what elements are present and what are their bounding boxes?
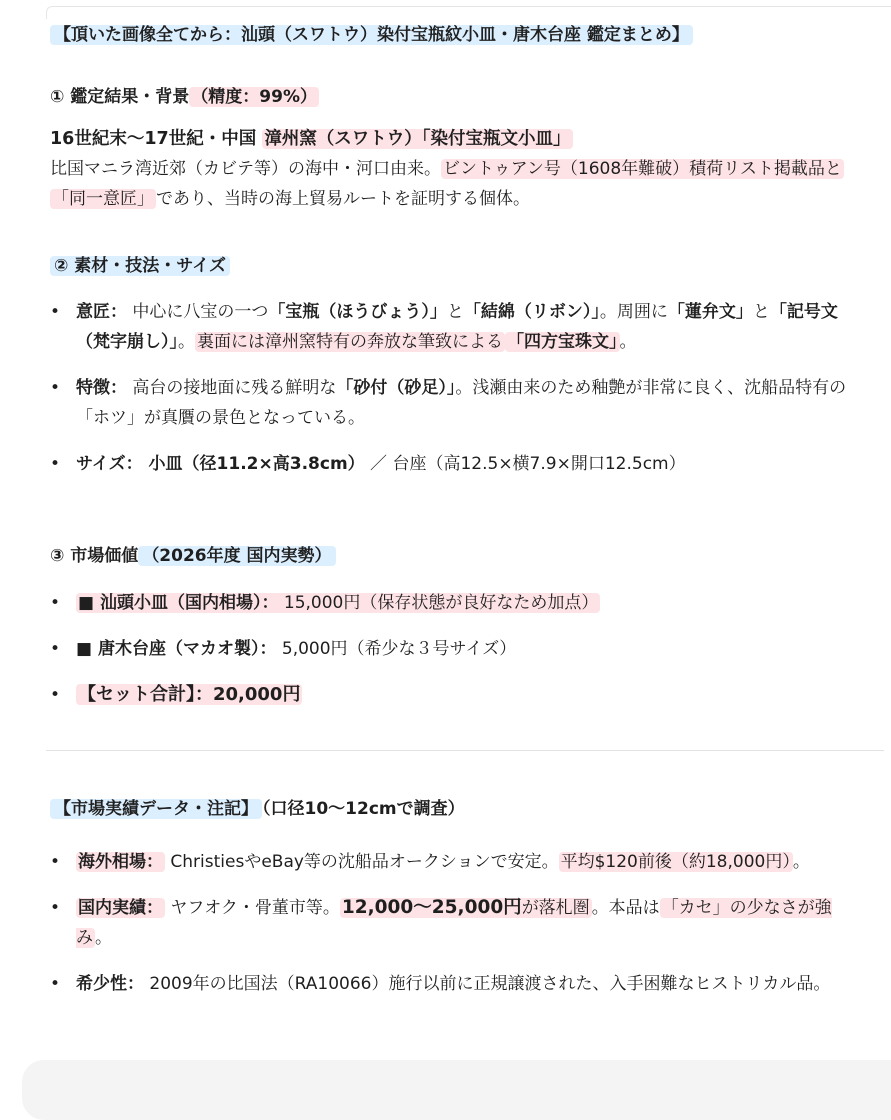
- list-item-set-total: [50, 680, 865, 710]
- stand-price-label: ■ 唐木台座（マカオ製）：: [76, 639, 277, 659]
- dish-price-label: ■ 汕頭小皿（国内相場）：: [78, 593, 279, 613]
- list-item-design: [50, 297, 865, 357]
- design-text-5: 。: [178, 332, 195, 352]
- section-1-heading: [50, 82, 319, 112]
- section-1-lead: [50, 124, 870, 154]
- bullet-dot: •: [50, 378, 61, 398]
- same-design-text: 「同一意匠」: [52, 189, 154, 209]
- size-stand: ／ 台座（高12.5×横7.9×開口12.5cm）: [364, 454, 686, 474]
- design-text-6: 。: [619, 332, 637, 352]
- design-keyword-jewel: 「四方宝珠文」: [507, 332, 618, 352]
- trade-route-text: であり、当時の海上貿易ルートを証明する個体。: [156, 189, 530, 209]
- section-3-heading-main: ③ 市場価値: [50, 546, 139, 566]
- design-text-1: 中心に八宝の一つ: [127, 302, 269, 322]
- domestic-label: 国内実績：: [78, 898, 163, 918]
- features-text-2: 。浅瀬由来のため釉艶が非常に良く、沈船品特有の「ホツ」が真贋の景色となっている。: [76, 378, 847, 428]
- domestic-strength: 「カセ」の少なさが強み: [76, 898, 832, 948]
- set-total: 【セット合計】：20,000円: [78, 684, 301, 705]
- bullet-dot: •: [50, 302, 61, 322]
- overseas-label: 海外相場：: [78, 852, 163, 872]
- design-text-3: 。周囲に: [599, 302, 668, 322]
- design-label: 意匠：: [76, 302, 127, 322]
- stand-price-value: 5,000円（希少な３号サイズ）: [276, 639, 517, 659]
- section-3-heading: [50, 541, 336, 571]
- list-item-size: [50, 449, 865, 479]
- dish-price-value: 15,000円（保存状態が良好なため加点）: [278, 593, 599, 613]
- lead-period: 16世紀末〜17世紀・中国: [50, 129, 263, 149]
- section-divider: [46, 750, 884, 751]
- design-keyword-vase: 「宝瓶（ほうびょう）」: [268, 302, 447, 322]
- section-1-text: [50, 154, 870, 214]
- origin-text: 比国マニラ湾近郊（カビテ等）の海中・河口由来。: [50, 159, 441, 179]
- lead-kiln: 漳州窯（スワトウ）「染付宝瓶文小皿」: [264, 129, 571, 149]
- size-dish: 小皿（径11.2×高3.8cm）: [142, 454, 365, 474]
- rarity-label: 希少性：: [76, 974, 144, 994]
- next-message-card: [22, 1060, 891, 1120]
- features-label: 特徴：: [76, 378, 127, 398]
- overseas-text: ChristiesやeBay等の沈船品オークションで安定。: [165, 852, 559, 872]
- section-4-heading-note: （口径10〜12cmで調査）: [262, 799, 465, 819]
- section-4-heading: [50, 794, 465, 824]
- section-1-heading-main: ① 鑑定結果・背景: [50, 87, 190, 107]
- bullet-dot: •: [50, 974, 61, 994]
- design-keyword-lotus: 「蓮弁文」: [667, 302, 753, 322]
- page-title: [50, 20, 693, 50]
- card-frame: [46, 6, 891, 19]
- section-2-heading: [50, 251, 230, 281]
- design-text-reverse: 裏面には漳州窯特有の奔放な筆致による: [197, 332, 503, 352]
- domestic-text-2: が落札圏: [521, 898, 590, 918]
- design-text-2: と: [446, 302, 464, 322]
- domestic-end: 。: [95, 928, 112, 948]
- features-text-1: 高台の接地面に残る鮮明な: [127, 378, 337, 398]
- list-item-overseas: [50, 847, 865, 877]
- section-3-list: [50, 588, 865, 710]
- list-item-dish-price: [50, 588, 865, 618]
- bullet-dot: •: [50, 898, 61, 918]
- features-keyword-sand: 「砂付（砂足）」: [336, 378, 456, 398]
- list-item-domestic: [50, 893, 865, 953]
- bullet-dot: •: [50, 454, 61, 474]
- list-item-stand-price: [50, 634, 865, 664]
- overseas-average: 平均$120前後（約18,000円）: [560, 852, 791, 872]
- domestic-text-3: 。本品は: [591, 898, 660, 918]
- section-1-body: [50, 124, 870, 214]
- section-2-heading-text: ② 素材・技法・サイズ: [50, 256, 230, 276]
- section-4-heading-main: 【市場実績データ・注記】: [50, 799, 262, 819]
- bullet-dot: •: [50, 852, 61, 872]
- design-keyword-symbol: 「記号文（梵字崩し）」: [76, 302, 838, 352]
- design-text-4: と: [752, 302, 770, 322]
- design-keyword-ribbon: 「結綿（リボン）」: [463, 302, 600, 322]
- overseas-end: 。: [792, 852, 810, 872]
- bullet-dot: •: [50, 593, 61, 613]
- bullet-dot: •: [50, 685, 61, 705]
- list-item-features: [50, 373, 865, 433]
- domestic-range: 12,000〜25,000円: [341, 897, 522, 918]
- list-item-rarity: [50, 969, 865, 999]
- rarity-text: 2009年の比国法（RA10066）施行以前に正規譲渡された、入手困難なヒストリカル品。: [144, 974, 831, 994]
- section-3-heading-year: （2026年度 国内実勢）: [138, 546, 335, 566]
- section-4-list: [50, 847, 865, 999]
- size-label: サイズ：: [76, 454, 143, 474]
- page-title-text: 【頂いた画像全てから：汕頭（スワトウ）染付宝瓶紋小皿・唐木台座 鑑定まとめ】: [50, 25, 693, 45]
- bullet-dot: •: [50, 639, 61, 659]
- section-2-list: [50, 297, 865, 479]
- section-1-heading-accuracy: （精度：99%）: [191, 87, 318, 107]
- shipwreck-text: ビントゥアン号（1608年難破）積荷リスト掲載品と: [443, 159, 842, 179]
- domestic-text-1: ヤフオク・骨董市等。: [165, 898, 340, 918]
